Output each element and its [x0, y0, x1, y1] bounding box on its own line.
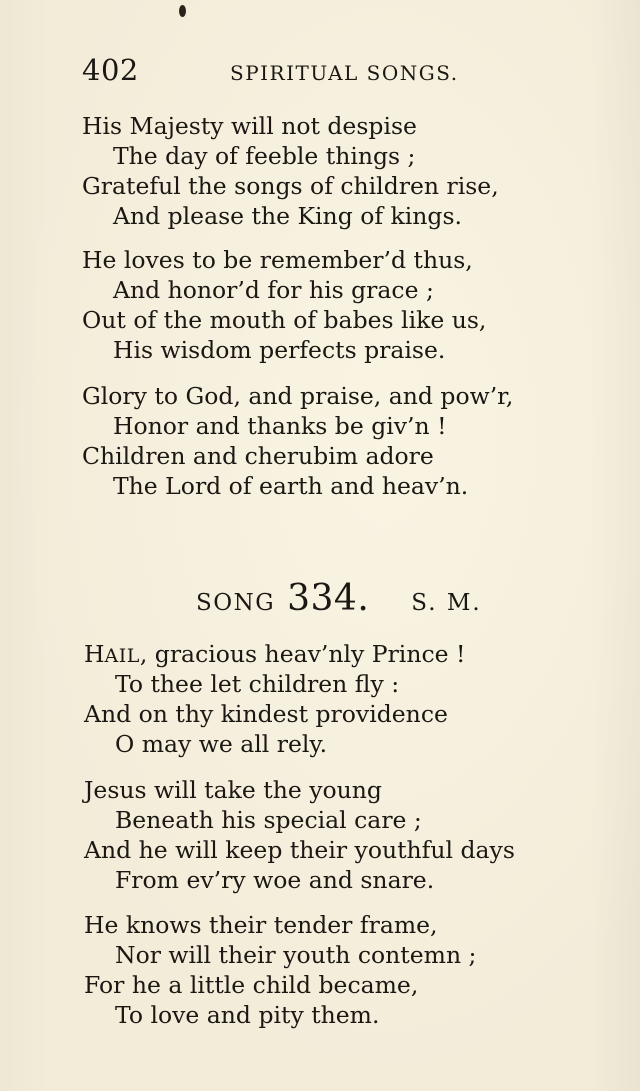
verse-line: His wisdom perfects praise.	[113, 336, 446, 364]
first-word-smallcaps: AIL	[104, 645, 140, 667]
first-line-rest: , gracious heav’nly Prince !	[139, 640, 466, 668]
verse-line: And honor’d for his grace ;	[113, 276, 434, 304]
page-number: 402	[82, 53, 139, 87]
stanza	[82, 111, 499, 231]
verse-line: He knows their tender frame,	[84, 911, 438, 939]
verse-line: His Majesty will not despise	[82, 112, 417, 140]
song-meter: S. M.	[411, 590, 482, 616]
ink-blot	[179, 5, 186, 17]
verse-line: And he will keep their youthful days	[84, 836, 515, 864]
verse-line: Out of the mouth of babes like us,	[82, 306, 487, 334]
stanza	[84, 639, 465, 759]
verse-line: To thee let children fly :	[115, 670, 400, 698]
verse-line: The day of feeble things ;	[113, 142, 416, 170]
running-head: SPIRITUAL SONGS.	[230, 61, 459, 85]
verse-line: Beneath his special care ;	[115, 806, 422, 834]
verse-line: From ev’ry woe and snare.	[115, 866, 435, 894]
verse-line: For he a little child became,	[84, 971, 419, 999]
verse-line: He loves to be remember’d thus,	[82, 246, 473, 274]
verse-line: Children and cherubim adore	[82, 442, 434, 470]
verse-line: The Lord of earth and heav’n.	[113, 472, 469, 500]
song-heading	[196, 578, 482, 619]
verse-line: Glory to God, and praise, and pow’r,	[82, 382, 514, 410]
song-label: SONG	[196, 590, 276, 616]
verse-line: Grateful the songs of children rise,	[82, 172, 499, 200]
verse-line: O may we all rely.	[115, 730, 328, 758]
stanza	[82, 381, 513, 501]
drop-initial: H	[84, 640, 105, 668]
verse-line: To love and pity them.	[115, 1001, 380, 1029]
verse-line: Jesus will take the young	[84, 776, 382, 804]
stanza	[84, 910, 476, 1030]
song-number: 334.	[287, 578, 370, 619]
verse-line: Nor will their youth contemn ;	[115, 941, 477, 969]
stanza	[84, 775, 515, 895]
first-verse-line	[84, 639, 465, 669]
verse-line: Honor and thanks be giv’n !	[113, 412, 447, 440]
stanza	[82, 245, 486, 365]
verse-line: And please the King of kings.	[113, 202, 462, 230]
verse-line: And on thy kindest providence	[84, 700, 448, 728]
